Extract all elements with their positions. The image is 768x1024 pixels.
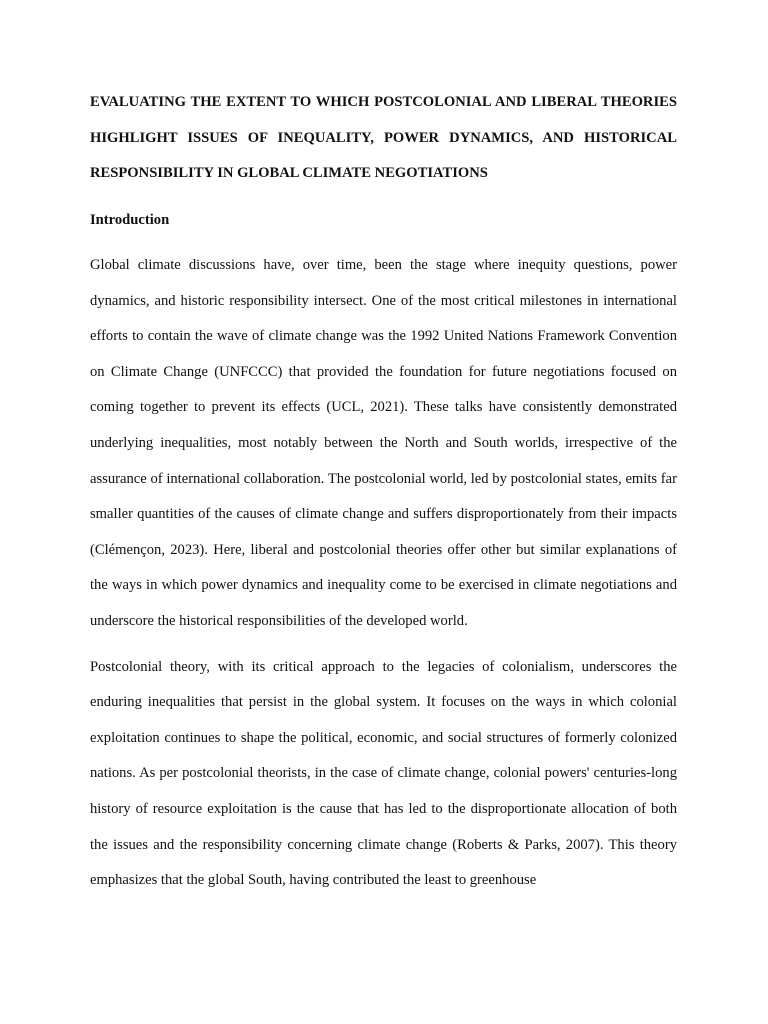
paragraph: Postcolonial theory, with its critical approach to the legacies of colonialism, underscores the enduring inequalities that persist in the global system. It focuses on the ways in which colonial exploitation continues to shape the political, economic, and social structures of formerly colonized nations. As per postcolonial theorists, in the case of climate change, colonial powers' centuries-long history of resource exploitation is the cause that has led to the disproportionate allocation of both the issues and the responsibility concerning climate change (Roberts & Parks, 2007). This theory emphasizes that the global South, having contributed the least to greenhouse bbox=[90, 658, 677, 889]
document-title: EVALUATING THE EXTENT TO WHICH POSTCOLONIAL AND LIBERAL THEORIES HIGHLIGHT ISSUES OF INEQUALITY, POWER DYNAMICS, AND HISTORICAL RESPONSIBILITY IN GLOBAL CLIMATE NEGOTIATIONS bbox=[90, 94, 677, 182]
paragraph: Global climate discussions have, over time, been the stage where inequity questions, power dynamics, and historic responsibility intersect. One of the most critical milestones in international efforts to contain the wave of climate change was the 1992 United Nations Framework Convention on Climate Change (UNFCCC) that provided the foundation for future negotiations focused on coming together to prevent its effects (UCL, 2021). These talks have consistently demonstrated underlying inequalities, most notably between the North and South worlds, irrespective of the assurance of international collaboration. The postcolonial world, led by postcolonial states, emits far smaller quantities of the causes of climate change and suffers disproportionately from their impacts (Clémençon, 2023). Here, liberal and postcolonial theories offer other but similar explanations of the ways in which power dynamics and inequality come to be exercised in climate negotiations and underscore the historical responsibilities of the developed world. bbox=[90, 257, 677, 630]
section-heading-introduction: Introduction bbox=[90, 212, 170, 229]
document-page bbox=[90, 85, 677, 899]
